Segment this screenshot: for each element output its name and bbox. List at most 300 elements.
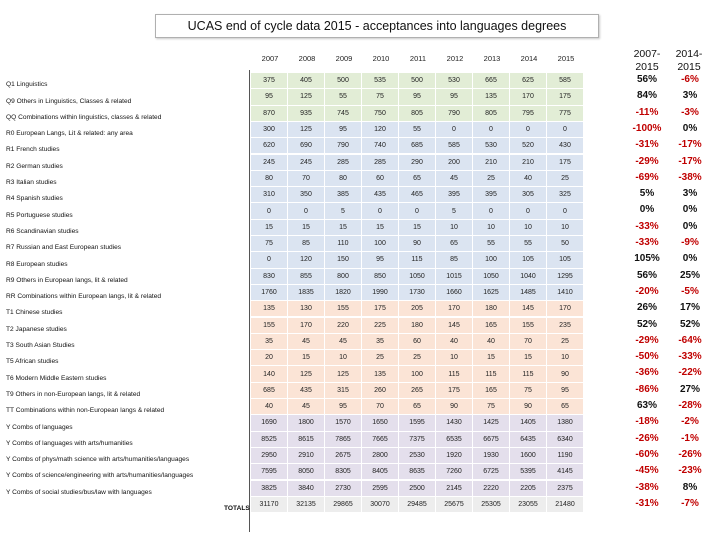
row-label: R0 European Langs, Lit & related: any area	[6, 130, 133, 138]
table-cell: 8305	[325, 464, 362, 479]
change-2014-2015: -28%	[678, 400, 702, 411]
change-2007-2015: -31%	[635, 139, 659, 151]
table-cell: 1820	[325, 285, 362, 300]
row-label: R8 European studies	[6, 260, 68, 268]
table-cell: 90	[399, 236, 436, 251]
table-cell: 1835	[288, 285, 325, 300]
table-cell: 31170	[251, 497, 288, 512]
table-cell: 130	[288, 301, 325, 316]
table-cell: 75	[473, 399, 510, 414]
table-cell: 90	[547, 366, 584, 381]
table-cell: 25305	[473, 497, 510, 512]
table-cell: 2910	[288, 448, 325, 463]
row-values	[251, 203, 584, 218]
table-cell: 0	[547, 203, 584, 218]
table-cell: 530	[436, 73, 473, 88]
change-2007-2015: 105%	[634, 253, 660, 265]
table-cell: 105	[547, 252, 584, 267]
table-cell: 0	[510, 203, 547, 218]
change-2014-2015: 27%	[679, 383, 700, 395]
table-cell: 665	[473, 73, 510, 88]
table-cell: 145	[436, 318, 473, 333]
table-cell: 1295	[547, 269, 584, 284]
table-row	[0, 106, 720, 122]
table-cell: 430	[547, 138, 584, 153]
table-cell: 95	[547, 383, 584, 398]
change-2007-2015: 26%	[636, 302, 657, 314]
table-cell: 6725	[473, 464, 510, 479]
table-cell: 65	[399, 399, 436, 414]
change-2007-2015: 56%	[636, 269, 657, 281]
table-cell: 1930	[473, 448, 510, 463]
table-cell: 175	[436, 383, 473, 398]
table-cell: 125	[288, 89, 325, 104]
row-label: TT Combinations within non-European langs & related	[6, 407, 165, 415]
table-cell: 80	[251, 171, 288, 186]
row-values	[251, 106, 584, 121]
row-label: QQ Combinations within linguistics, classes & related	[6, 113, 162, 121]
change-2007-2015: -26%	[635, 432, 659, 444]
change-2014-2015: 3%	[682, 90, 698, 102]
table-cell: 25	[547, 171, 584, 186]
change-2007-2015: -36%	[635, 367, 659, 379]
table-cell: 1650	[362, 415, 399, 430]
row-values	[251, 252, 584, 267]
row-values	[251, 448, 584, 463]
table-cell: 5	[325, 203, 362, 218]
table-cell: 935	[288, 106, 325, 121]
change-2007-2015: -50%	[635, 351, 659, 363]
change-2014-2015: 0%	[682, 253, 698, 265]
table-cell: 180	[399, 318, 436, 333]
table-cell: 790	[436, 106, 473, 121]
table-cell: 135	[251, 301, 288, 316]
table-cell: 690	[288, 138, 325, 153]
table-row	[0, 122, 720, 138]
table-cell: 850	[362, 269, 399, 284]
table-cell: 100	[399, 366, 436, 381]
change-header	[669, 48, 709, 74]
table-cell: 150	[325, 252, 362, 267]
table-cell: 0	[251, 203, 288, 218]
row-values	[251, 366, 584, 381]
table-cell: 2205	[510, 481, 547, 496]
row-values	[251, 383, 584, 398]
table-cell: 1730	[399, 285, 436, 300]
row-values	[251, 73, 584, 88]
table-cell: 15	[325, 220, 362, 235]
table-cell: 2950	[251, 448, 288, 463]
row-values	[251, 399, 584, 414]
table-cell: 775	[547, 106, 584, 121]
table-cell: 1990	[362, 285, 399, 300]
row-values	[251, 432, 584, 447]
change-2014-2015: 52%	[679, 318, 700, 330]
row-label: R6 Scandinavian studies	[6, 227, 79, 235]
change-2014-2015: -26%	[678, 448, 702, 460]
table-cell: 435	[288, 383, 325, 398]
row-values	[251, 334, 584, 349]
table-cell: 10	[325, 350, 362, 365]
table-cell: 40	[436, 334, 473, 349]
table-cell: 830	[251, 269, 288, 284]
table-cell: 870	[251, 106, 288, 121]
row-label: Y Combs of social studies/bus/law with languages	[6, 488, 152, 496]
table-cell: 8635	[399, 464, 436, 479]
table-cell: 1430	[436, 415, 473, 430]
table-cell: 180	[473, 301, 510, 316]
row-label: R4 Spanish studies	[6, 195, 63, 203]
table-cell: 15	[251, 220, 288, 235]
change-2014-2015: 25%	[679, 269, 700, 281]
table-cell: 315	[325, 383, 362, 398]
table-cell: 10	[547, 350, 584, 365]
row-values	[251, 187, 584, 202]
table-cell: 60	[362, 171, 399, 186]
change-2007-2015: -38%	[635, 481, 659, 493]
table-cell: 7665	[362, 432, 399, 447]
change-header-bottom: 2015	[635, 61, 659, 73]
table-cell: 245	[288, 155, 325, 170]
table-cell: 170	[288, 318, 325, 333]
row-values	[251, 236, 584, 251]
row-label: T3 South Asian Studies	[6, 342, 75, 350]
table-cell: 1660	[436, 285, 473, 300]
table-cell: 45	[325, 334, 362, 349]
table-row	[0, 171, 720, 187]
change-2007-2015: -60%	[635, 448, 659, 460]
change-2007-2015: 84%	[636, 90, 657, 102]
table-cell: 0	[288, 203, 325, 218]
table-row	[0, 236, 720, 252]
table-cell: 800	[325, 269, 362, 284]
table-cell: 165	[473, 318, 510, 333]
table-cell: 305	[510, 187, 547, 202]
table-cell: 260	[362, 383, 399, 398]
table-cell: 3840	[288, 481, 325, 496]
change-2014-2015: -17%	[678, 155, 702, 167]
table-cell: 465	[399, 187, 436, 202]
table-cell: 95	[251, 89, 288, 104]
table-cell: 115	[399, 252, 436, 267]
change-2014-2015: -22%	[678, 367, 702, 379]
table-cell: 75	[251, 236, 288, 251]
table-cell: 620	[251, 138, 288, 153]
table-cell: 90	[436, 399, 473, 414]
row-values	[251, 122, 584, 137]
change-2007-2015: -33%	[635, 237, 659, 248]
table-cell: 95	[399, 89, 436, 104]
row-label: T2 Japanese studies	[6, 325, 67, 333]
table-cell: 25	[362, 350, 399, 365]
table-cell: 175	[547, 155, 584, 170]
table-row	[0, 334, 720, 350]
table-cell: 290	[399, 155, 436, 170]
table-cell: 235	[547, 318, 584, 333]
table-cell: 170	[510, 89, 547, 104]
table-cell: 3825	[251, 481, 288, 496]
table-cell: 1015	[436, 269, 473, 284]
table-cell: 155	[251, 318, 288, 333]
table-cell: 65	[436, 236, 473, 251]
change-2014-2015: 17%	[679, 302, 700, 314]
table-cell: 95	[362, 252, 399, 267]
change-2007-2015: 56%	[636, 74, 657, 85]
change-header-top: 2014-	[675, 48, 703, 60]
year-header: 2011	[409, 54, 427, 63]
table-cell: 1040	[510, 269, 547, 284]
change-2014-2015: -9%	[681, 237, 699, 248]
table-cell: 8050	[288, 464, 325, 479]
table-cell: 29485	[399, 497, 436, 512]
table-cell: 25	[473, 171, 510, 186]
table-cell: 32135	[288, 497, 325, 512]
table-cell: 2375	[547, 481, 584, 496]
row-label: R9 Others in European langs, lit & related	[6, 276, 128, 284]
change-2014-2015: -3%	[681, 106, 699, 118]
year-header: 2010	[372, 54, 390, 63]
year-header: 2008	[298, 54, 316, 63]
change-2007-2015: -31%	[635, 497, 659, 509]
table-cell: 95	[436, 89, 473, 104]
table-row	[0, 89, 720, 105]
table-cell: 795	[510, 106, 547, 121]
table-cell: 2730	[325, 481, 362, 496]
table-cell: 8405	[362, 464, 399, 479]
table-cell: 45	[288, 399, 325, 414]
row-label: T9 Others in non-European langs, lit & related	[6, 390, 141, 398]
table-cell: 70	[362, 399, 399, 414]
table-cell: 2800	[362, 448, 399, 463]
year-header: 2012	[446, 54, 464, 63]
year-header: 2009	[335, 54, 353, 63]
table-cell: 205	[399, 301, 436, 316]
table-cell: 2675	[325, 448, 362, 463]
change-2007-2015: -33%	[635, 220, 659, 232]
table-cell: 6435	[510, 432, 547, 447]
table-cell: 1050	[399, 269, 436, 284]
change-header	[627, 48, 667, 74]
row-label: T1 Chinese studies	[6, 309, 63, 317]
table-cell: 90	[510, 399, 547, 414]
table-cell: 325	[547, 187, 584, 202]
change-2014-2015: -38%	[678, 171, 702, 183]
table-cell: 210	[473, 155, 510, 170]
change-2007-2015: -45%	[635, 465, 659, 477]
table-cell: 0	[251, 252, 288, 267]
table-cell: 85	[288, 236, 325, 251]
row-label: R2 German studies	[6, 162, 63, 170]
row-label: T5 African studies	[6, 358, 59, 366]
change-header-top: 2007-	[633, 48, 661, 60]
table-cell: 40	[473, 334, 510, 349]
table-cell: 55	[325, 89, 362, 104]
table-cell: 685	[251, 383, 288, 398]
table-cell: 1800	[288, 415, 325, 430]
table-cell: 585	[436, 138, 473, 153]
table-cell: 45	[436, 171, 473, 186]
table-cell: 0	[547, 122, 584, 137]
table-cell: 10	[436, 220, 473, 235]
table-cell: 15	[510, 350, 547, 365]
table-cell: 80	[325, 171, 362, 186]
table-cell: 585	[547, 73, 584, 88]
table-cell: 1920	[436, 448, 473, 463]
table-cell: 500	[325, 73, 362, 88]
table-cell: 120	[362, 122, 399, 137]
row-values	[251, 301, 584, 316]
table-cell: 405	[288, 73, 325, 88]
table-cell: 265	[399, 383, 436, 398]
table-cell: 1760	[251, 285, 288, 300]
row-values	[251, 220, 584, 235]
table-cell: 5395	[510, 464, 547, 479]
table-cell: 175	[362, 301, 399, 316]
table-cell: 385	[325, 187, 362, 202]
table-cell: 115	[510, 366, 547, 381]
table-cell: 135	[473, 89, 510, 104]
table-cell: 1190	[547, 448, 584, 463]
table-cell: 2500	[399, 481, 436, 496]
table-cell: 175	[547, 89, 584, 104]
table-cell: 375	[251, 73, 288, 88]
table-cell: 35	[362, 334, 399, 349]
row-values	[251, 318, 584, 333]
change-2014-2015: -64%	[678, 334, 702, 346]
table-cell: 1600	[510, 448, 547, 463]
table-cell: 110	[325, 236, 362, 251]
year-header: 2014	[520, 54, 538, 63]
table-row	[0, 203, 720, 219]
totals-row	[0, 497, 720, 513]
table-cell: 20	[251, 350, 288, 365]
change-2007-2015: -86%	[635, 383, 659, 395]
table-cell: 135	[362, 366, 399, 381]
table-cell: 75	[510, 383, 547, 398]
change-2014-2015: 8%	[682, 481, 698, 493]
table-cell: 395	[473, 187, 510, 202]
table-row	[0, 138, 720, 154]
table-cell: 21480	[547, 497, 584, 512]
row-label: Q9 Others in Linguistics, Classes & related	[6, 97, 132, 105]
table-cell: 40	[510, 171, 547, 186]
table-cell: 85	[436, 252, 473, 267]
table-cell: 95	[325, 399, 362, 414]
table-row	[0, 252, 720, 268]
table-cell: 100	[473, 252, 510, 267]
table-cell: 535	[362, 73, 399, 88]
table-cell: 75	[362, 89, 399, 104]
table-row	[0, 187, 720, 203]
table-cell: 220	[325, 318, 362, 333]
table-cell: 25675	[436, 497, 473, 512]
table-cell: 40	[251, 399, 288, 414]
table-cell: 10	[473, 220, 510, 235]
row-label: Y Combs of phys/math science with arts/humanities/languages	[6, 456, 190, 464]
table-cell: 210	[510, 155, 547, 170]
change-2007-2015: -69%	[635, 171, 659, 183]
table-cell: 1595	[399, 415, 436, 430]
table-cell: 7375	[399, 432, 436, 447]
table-cell: 125	[288, 366, 325, 381]
table-cell: 805	[473, 106, 510, 121]
table-row	[0, 269, 720, 285]
table-cell: 310	[251, 187, 288, 202]
table-cell: 245	[251, 155, 288, 170]
table-cell: 520	[510, 138, 547, 153]
table-row	[0, 415, 720, 431]
table-cell: 55	[510, 236, 547, 251]
change-2014-2015: 0%	[682, 220, 698, 232]
table-cell: 6535	[436, 432, 473, 447]
table-cell: 23055	[510, 497, 547, 512]
table-cell: 105	[510, 252, 547, 267]
table-cell: 25	[547, 334, 584, 349]
table-cell: 530	[473, 138, 510, 153]
row-label: T6 Modern Middle Eastern studies	[6, 374, 107, 382]
row-values	[251, 481, 584, 496]
table-cell: 7865	[325, 432, 362, 447]
table-cell: 15	[288, 350, 325, 365]
table-row	[0, 155, 720, 171]
row-values	[251, 269, 584, 284]
table-cell: 5	[436, 203, 473, 218]
row-label: Y Combs of science/engineering with arts/humanities/languages	[6, 472, 194, 480]
table-cell: 6340	[547, 432, 584, 447]
table-cell: 0	[436, 122, 473, 137]
table-row	[0, 399, 720, 415]
table-cell: 10	[436, 350, 473, 365]
change-header-bottom: 2015	[677, 61, 701, 73]
table-cell: 1050	[473, 269, 510, 284]
table-row	[0, 301, 720, 317]
row-label: R3 Italian studies	[6, 179, 57, 187]
change-2014-2015: -5%	[681, 285, 699, 297]
row-label: Y Combs of languages	[6, 423, 73, 431]
row-values	[251, 350, 584, 365]
table-cell: 25	[399, 350, 436, 365]
table-cell: 15	[473, 350, 510, 365]
table-cell: 15	[399, 220, 436, 235]
table-cell: 65	[399, 171, 436, 186]
table-cell: 790	[325, 138, 362, 153]
change-2014-2015: -23%	[678, 465, 702, 477]
table-cell: 855	[288, 269, 325, 284]
change-2014-2015: -6%	[681, 74, 699, 85]
table-row	[0, 318, 720, 334]
table-cell: 500	[399, 73, 436, 88]
table-cell: 1410	[547, 285, 584, 300]
table-cell: 10	[510, 220, 547, 235]
table-cell: 2220	[473, 481, 510, 496]
row-label: RR Combinations within European langs, lit & related	[6, 293, 162, 301]
table-cell: 1625	[473, 285, 510, 300]
table-row	[0, 464, 720, 480]
row-values	[251, 497, 584, 512]
table-cell: 165	[473, 383, 510, 398]
row-values	[251, 171, 584, 186]
table-cell: 29865	[325, 497, 362, 512]
table-cell: 0	[473, 203, 510, 218]
change-2014-2015: -7%	[681, 497, 699, 509]
page-title: UCAS end of cycle data 2015 - acceptances into languages degrees	[155, 14, 599, 38]
table-cell: 145	[510, 301, 547, 316]
table-cell: 285	[362, 155, 399, 170]
table-cell: 115	[436, 366, 473, 381]
table-cell: 750	[362, 106, 399, 121]
table-cell: 745	[325, 106, 362, 121]
change-2007-2015: -11%	[635, 106, 659, 118]
